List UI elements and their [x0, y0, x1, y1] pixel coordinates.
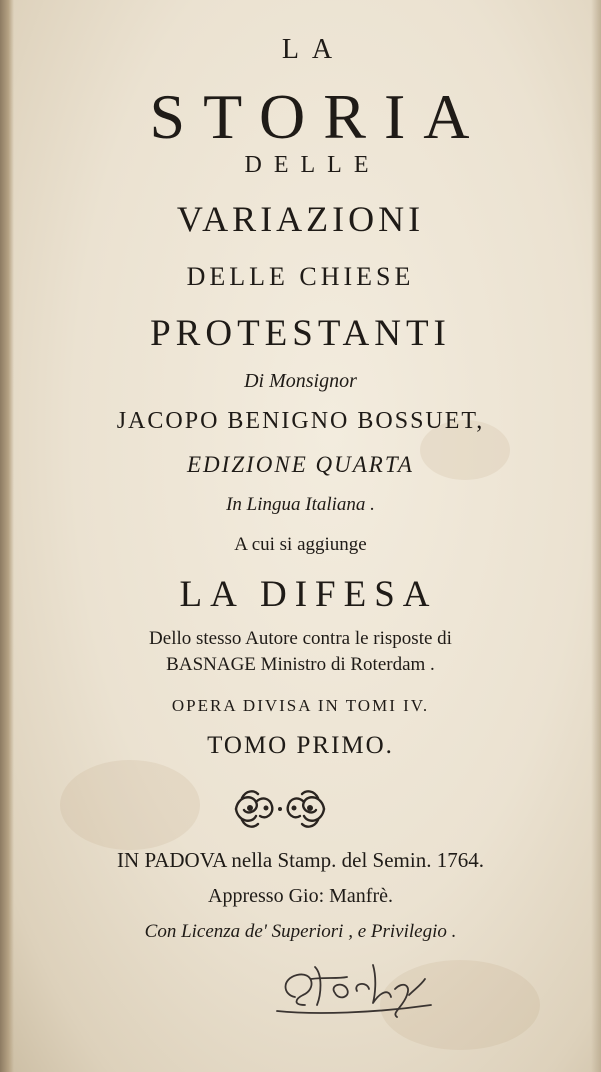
volume-number: TOMO PRIMO. [207, 732, 394, 759]
edition-line: EDIZIONE QUARTA [187, 452, 414, 477]
addition-line: A cui si aggiunge [234, 534, 367, 555]
language-line: In Lingua Italiana . [226, 494, 375, 515]
imprint-printer: Appresso Gio: Manfrè. [208, 885, 393, 907]
author-prefix: Di Monsignor [244, 370, 357, 392]
basnage-line: BASNAGE Ministro di Roterdam . [166, 654, 435, 675]
floral-printer-ornament-icon [228, 786, 332, 832]
volumes-line: OPERA DIVISA IN TOMI IV. [171, 696, 430, 715]
title-variazioni: VARIAZIONI [176, 199, 425, 239]
title-storia: STORIA [149, 81, 488, 152]
title-delle: DELLE [244, 152, 381, 178]
imprint-licence: Con Licenza de' Superiori , e Privilegio . [144, 921, 457, 942]
imprint-place-date: IN PADOVA nella Stamp. del Semin. 1764. [117, 848, 484, 872]
title-la: LA [281, 34, 346, 65]
handwritten-signature-icon [265, 955, 435, 1025]
author-name: JACOPO BENIGNO BOSSUET, [116, 408, 485, 434]
difesa-description: Dello stesso Autore contra le risposte di [149, 628, 452, 649]
paper-stain [60, 760, 200, 850]
title-delle-chiese: DELLE CHIESE [186, 262, 415, 291]
title-protestanti: PROTESTANTI [150, 313, 451, 354]
subtitle-la-difesa: LA DIFESA [179, 574, 438, 615]
